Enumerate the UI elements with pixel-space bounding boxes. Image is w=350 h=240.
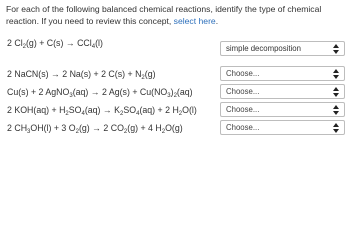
reaction-type-select[interactable] bbox=[220, 102, 345, 117]
reaction-row bbox=[7, 120, 345, 136]
reaction-type-select[interactable] bbox=[220, 66, 345, 81]
reaction-equation: 2 $KOH(aq) + H_2SO_4(aq) \to K_2SO_4(aq) + 2$ $H_2O(l)$ bbox=[7, 105, 197, 117]
reaction-select-row bbox=[7, 41, 345, 57]
up-down-arrows-icon bbox=[333, 87, 339, 97]
select-value: Choose... bbox=[226, 87, 260, 96]
up-down-arrows-icon bbox=[333, 123, 339, 133]
select-value: Choose... bbox=[226, 69, 260, 78]
reaction-type-select[interactable] bbox=[220, 120, 345, 135]
reaction-row bbox=[7, 102, 345, 118]
reaction-equation: Cu(s) + 2 AgNO$_3$(aq) → 2 $Ag(s) + Cu(NO_3)_2(aq)$ bbox=[7, 87, 193, 99]
reaction-type-select[interactable] bbox=[220, 41, 345, 56]
select-value: Choose... bbox=[226, 105, 260, 114]
reaction-equation: 2 NaCN(s) → 2 Na(s) + 2 $C(s) + N_2(g)$ bbox=[7, 69, 156, 81]
reaction-equation: 2 $CH_3OH(l) + 3$ $O_2(g) \to 2$ $CO_2(g) + 4$ $H_2O(g)$ bbox=[7, 123, 183, 135]
instructions bbox=[6, 3, 346, 27]
instructions-end: . bbox=[215, 16, 219, 26]
reaction-type-select[interactable] bbox=[220, 84, 345, 99]
select-value: simple decomposition bbox=[226, 44, 301, 53]
up-down-arrows-icon bbox=[333, 105, 339, 115]
review-link[interactable]: select here bbox=[173, 16, 216, 26]
reaction-equation: 2 $Cl_2(g) + C(s) \to CCl_4(l)$ bbox=[7, 38, 103, 50]
reaction-row bbox=[7, 84, 345, 100]
instructions-text: For each of the following balanced chemical reactions, identify the type of chemical reaction. If you need to review this concept, bbox=[6, 4, 322, 26]
up-down-arrows-icon bbox=[333, 44, 339, 54]
up-down-arrows-icon bbox=[333, 69, 339, 79]
reaction-row bbox=[7, 66, 345, 82]
select-value: Choose... bbox=[226, 123, 260, 132]
